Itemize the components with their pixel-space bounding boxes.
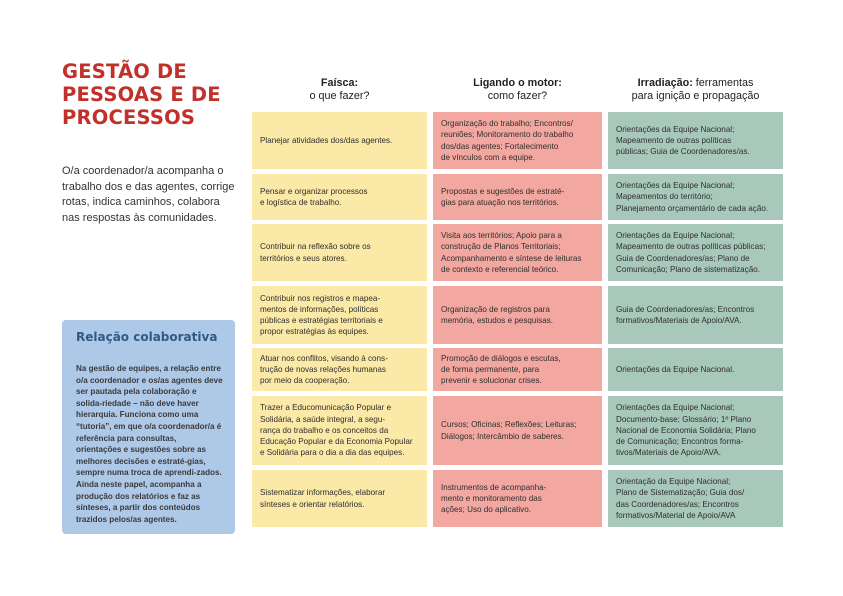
table-cell-what — [252, 286, 427, 344]
cell-text: Atuar nos conflitos, visando à cons- trução de novas relações humanas por meio da cooperação. — [260, 353, 388, 386]
table-cell-how — [433, 224, 602, 281]
cell-text: Orientações da Equipe Nacional; Mapeamentos do território; Planejamento orçamentário de cada ação. — [616, 181, 769, 213]
column-header-what-subtitle: o que fazer? — [309, 89, 370, 102]
column-header-tools-title: Irradiação: — [637, 77, 693, 89]
cell-text: Orientações da Equipe Nacional; Mapeamento de outras políticas públicas; Guia de Coordenadores/as; Plano de Comunicação; Plano de sistematização. — [616, 231, 766, 274]
column-header-tools — [608, 77, 783, 102]
table-cell-tools — [608, 396, 783, 465]
column-header-what — [252, 77, 427, 102]
table-cell-what — [252, 112, 427, 169]
table-cell-tools — [608, 112, 783, 169]
title-line-1: GESTÃO DE — [62, 60, 187, 83]
intro-text: O/a coordenador/a acompanha o trabalho dos e das agentes, corrige rotas, indica caminhos, colabora nas respostas às comunidades. — [62, 165, 235, 224]
table-cell-tools — [608, 348, 783, 391]
column-header-what-title: Faísca: — [320, 77, 359, 89]
table-cell-what — [252, 470, 427, 527]
table-cell-what — [252, 174, 427, 220]
title-line-3: PROCESSOS — [62, 106, 196, 129]
title-line-2: PESSOAS E DE — [62, 83, 221, 106]
table-cell-how — [433, 396, 602, 465]
table-cell-what — [252, 224, 427, 281]
column-header-tools-title-rest: ferramentas — [692, 77, 754, 89]
table-cell-how — [433, 470, 602, 527]
table-cell-tools — [608, 174, 783, 220]
cell-text: Guia de Coordenadores/as; Encontros formativos/Materiais de Apoio/AVA. — [616, 304, 755, 325]
cell-text: Sistematizar informações, elaborar sínteses e orientar relatórios. — [260, 488, 386, 509]
column-header-how — [433, 77, 602, 102]
table-cell-what — [252, 396, 427, 465]
table-cell-tools — [608, 224, 783, 281]
page-title — [62, 60, 242, 129]
cell-text: Planejar atividades dos/das agentes. — [260, 135, 393, 145]
table-cell-how — [433, 286, 602, 344]
cell-text: Promoção de diálogos e escutas, de forma permanente, para prevenir e solucionar crises. — [441, 353, 561, 386]
column-header-how-title: Ligando o motor: — [473, 77, 562, 89]
cell-text: Orientação da Equipe Nacional; Plano de Sistematização; Guia dos/ das Coordenadores/as; Encontros formativos/Material de Apoio/AVA — [616, 477, 745, 520]
cell-text: Cursos; Oficinas; Reflexões; Leituras; Diálogos; Intercâmbio de saberes. — [441, 420, 577, 441]
column-header-how-subtitle: como fazer? — [487, 89, 548, 102]
table-cell-what — [252, 348, 427, 391]
collaboration-body: Na gestão de equipes, a relação entre o/a coordenador e os/as agentes deve ser pautada pela colaboração e solida-riedade – não deve haver hierarquia. Funciona como uma “tutoria”, em que o/a coordenador/a é referência para consultas, orientações e sugestões sobre as melhores decisões e estraté-gias, sempre numa troca de aprendi-zados. Ainda neste papel, acompanha a produção dos relatórios e faz as sínteses, a partir dos conteúdos trazidos pelos/as agentes. — [76, 364, 223, 524]
table-cell-tools — [608, 470, 783, 527]
table-cell-how — [433, 112, 602, 169]
table-cell-how — [433, 348, 602, 391]
cell-text: Contribuir na reflexão sobre os territórios e seus atores. — [260, 242, 371, 263]
cell-text: Propostas e sugestões de estraté- gias para atuação nos territórios. — [441, 186, 565, 207]
cell-text: Pensar e organizar processos e logística de trabalho. — [260, 186, 368, 207]
cell-text: Orientações da Equipe Nacional; Mapeamento de outras políticas públicas; Guia de Coordenadores/as. — [616, 124, 750, 157]
cell-text: Organização de registros para memória, estudos e pesquisas. — [441, 304, 554, 325]
cell-text: Contribuir nos registros e mapea- mentos de informações, políticas públicas e estratégias territoriais e propor estratégias às equipes. — [260, 293, 383, 337]
cell-text: Visita aos territórios; Apoio para a construção de Planos Territoriais; Acompanhamento e síntese de leituras de contexto e referencial teórico. — [441, 231, 582, 274]
collaboration-heading: Relação colaborativa — [76, 330, 218, 344]
table-cell-tools — [608, 286, 783, 344]
table-cell-how — [433, 174, 602, 220]
column-header-tools-subtitle: para ignição e propagação — [631, 89, 760, 102]
collaboration-box — [62, 320, 235, 534]
cell-text: Orientações da Equipe Nacional; Documento-base; Glossário; 1º Plano Nacional de Economia Solidária; Plano de Comunicação; Encontros forma- tivos/Materiais de Apoio/AVA. — [616, 403, 756, 458]
cell-text: Orientações da Equipe Nacional. — [616, 364, 735, 374]
cell-text: Trazer a Educomunicação Popular e Solidária, a saúde integral, a segu- rança do trabalho e os conceitos da Educação Popular e da Economia Popular e Solidária para o dia a dia das equipes. — [260, 403, 413, 458]
cell-text: Organização do trabalho; Encontros/ reuniões; Monitoramento do trabalho dos/das agentes; Fortalecimento de vínculos com a equipe. — [441, 119, 574, 162]
cell-text: Instrumentos de acompanha- mento e monitoramento das ações; Uso do aplicativo. — [441, 482, 547, 515]
